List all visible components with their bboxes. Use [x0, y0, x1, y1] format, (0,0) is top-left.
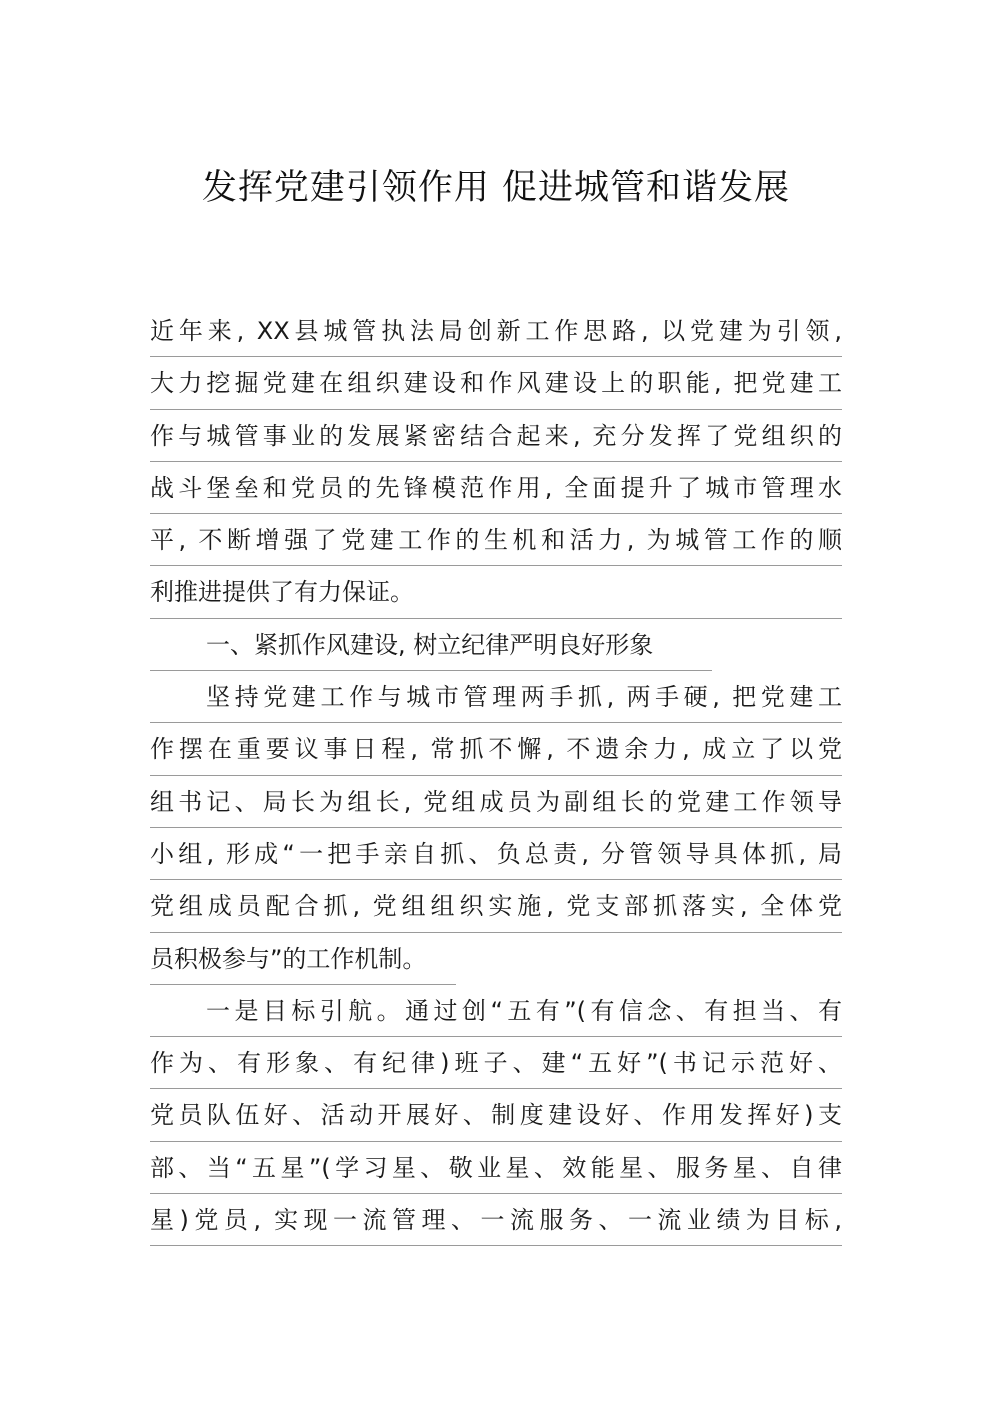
document-title: 发挥党建引领作用 促进城管和谐发展 [201, 168, 791, 208]
text-line: 利推进提供了有力保证。 [150, 566, 842, 618]
text-line: 平, 不断增强了党建工作的生机和活力, 为城管工作的顺 [150, 514, 842, 566]
document-body [150, 305, 842, 1246]
text-line: 作与城管事业的发展紧密结合起来, 充分发挥了党组织的 [150, 410, 842, 462]
section-heading: 一、紧抓作风建设, 树立纪律严明良好形象 [150, 619, 842, 671]
text-line: 星)党员, 实现一流管理、一流服务、一流业绩为目标, [150, 1194, 842, 1246]
text-line: 组书记、局长为组长, 党组成员为副组长的党建工作领导 [150, 776, 842, 828]
text-line: 一是目标引航。通过创“五有”(有信念、有担当、有 [150, 985, 842, 1037]
text-line: 部、当“五星”(学习星、敬业星、效能星、服务星、自律 [150, 1142, 842, 1194]
text-line: 党员队伍好、活动开展好、制度建设好、作用发挥好)支 [150, 1089, 842, 1141]
text-line: 大力挖掘党建在组织建设和作风建设上的职能, 把党建工 [150, 357, 842, 409]
text-line: 员积极参与”的工作机制。 [150, 933, 842, 985]
text-line: 近年来, XX县城管执法局创新工作思路, 以党建为引领, [150, 305, 842, 357]
text-line: 坚持党建工作与城市管理两手抓, 两手硬, 把党建工 [150, 671, 842, 723]
text-line: 作摆在重要议事日程, 常抓不懈, 不遗余力, 成立了以党 [150, 723, 842, 775]
text-line: 战斗堡垒和党员的先锋模范作用, 全面提升了城市管理水 [150, 462, 842, 514]
text-line: 党组成员配合抓, 党组组织实施, 党支部抓落实, 全体党 [150, 880, 842, 932]
text-line: 作为、有形象、有纪律)班子、建“五好”(书记示范好、 [150, 1037, 842, 1089]
text-line: 小组, 形成“一把手亲自抓、负总责, 分管领导具体抓, 局 [150, 828, 842, 880]
